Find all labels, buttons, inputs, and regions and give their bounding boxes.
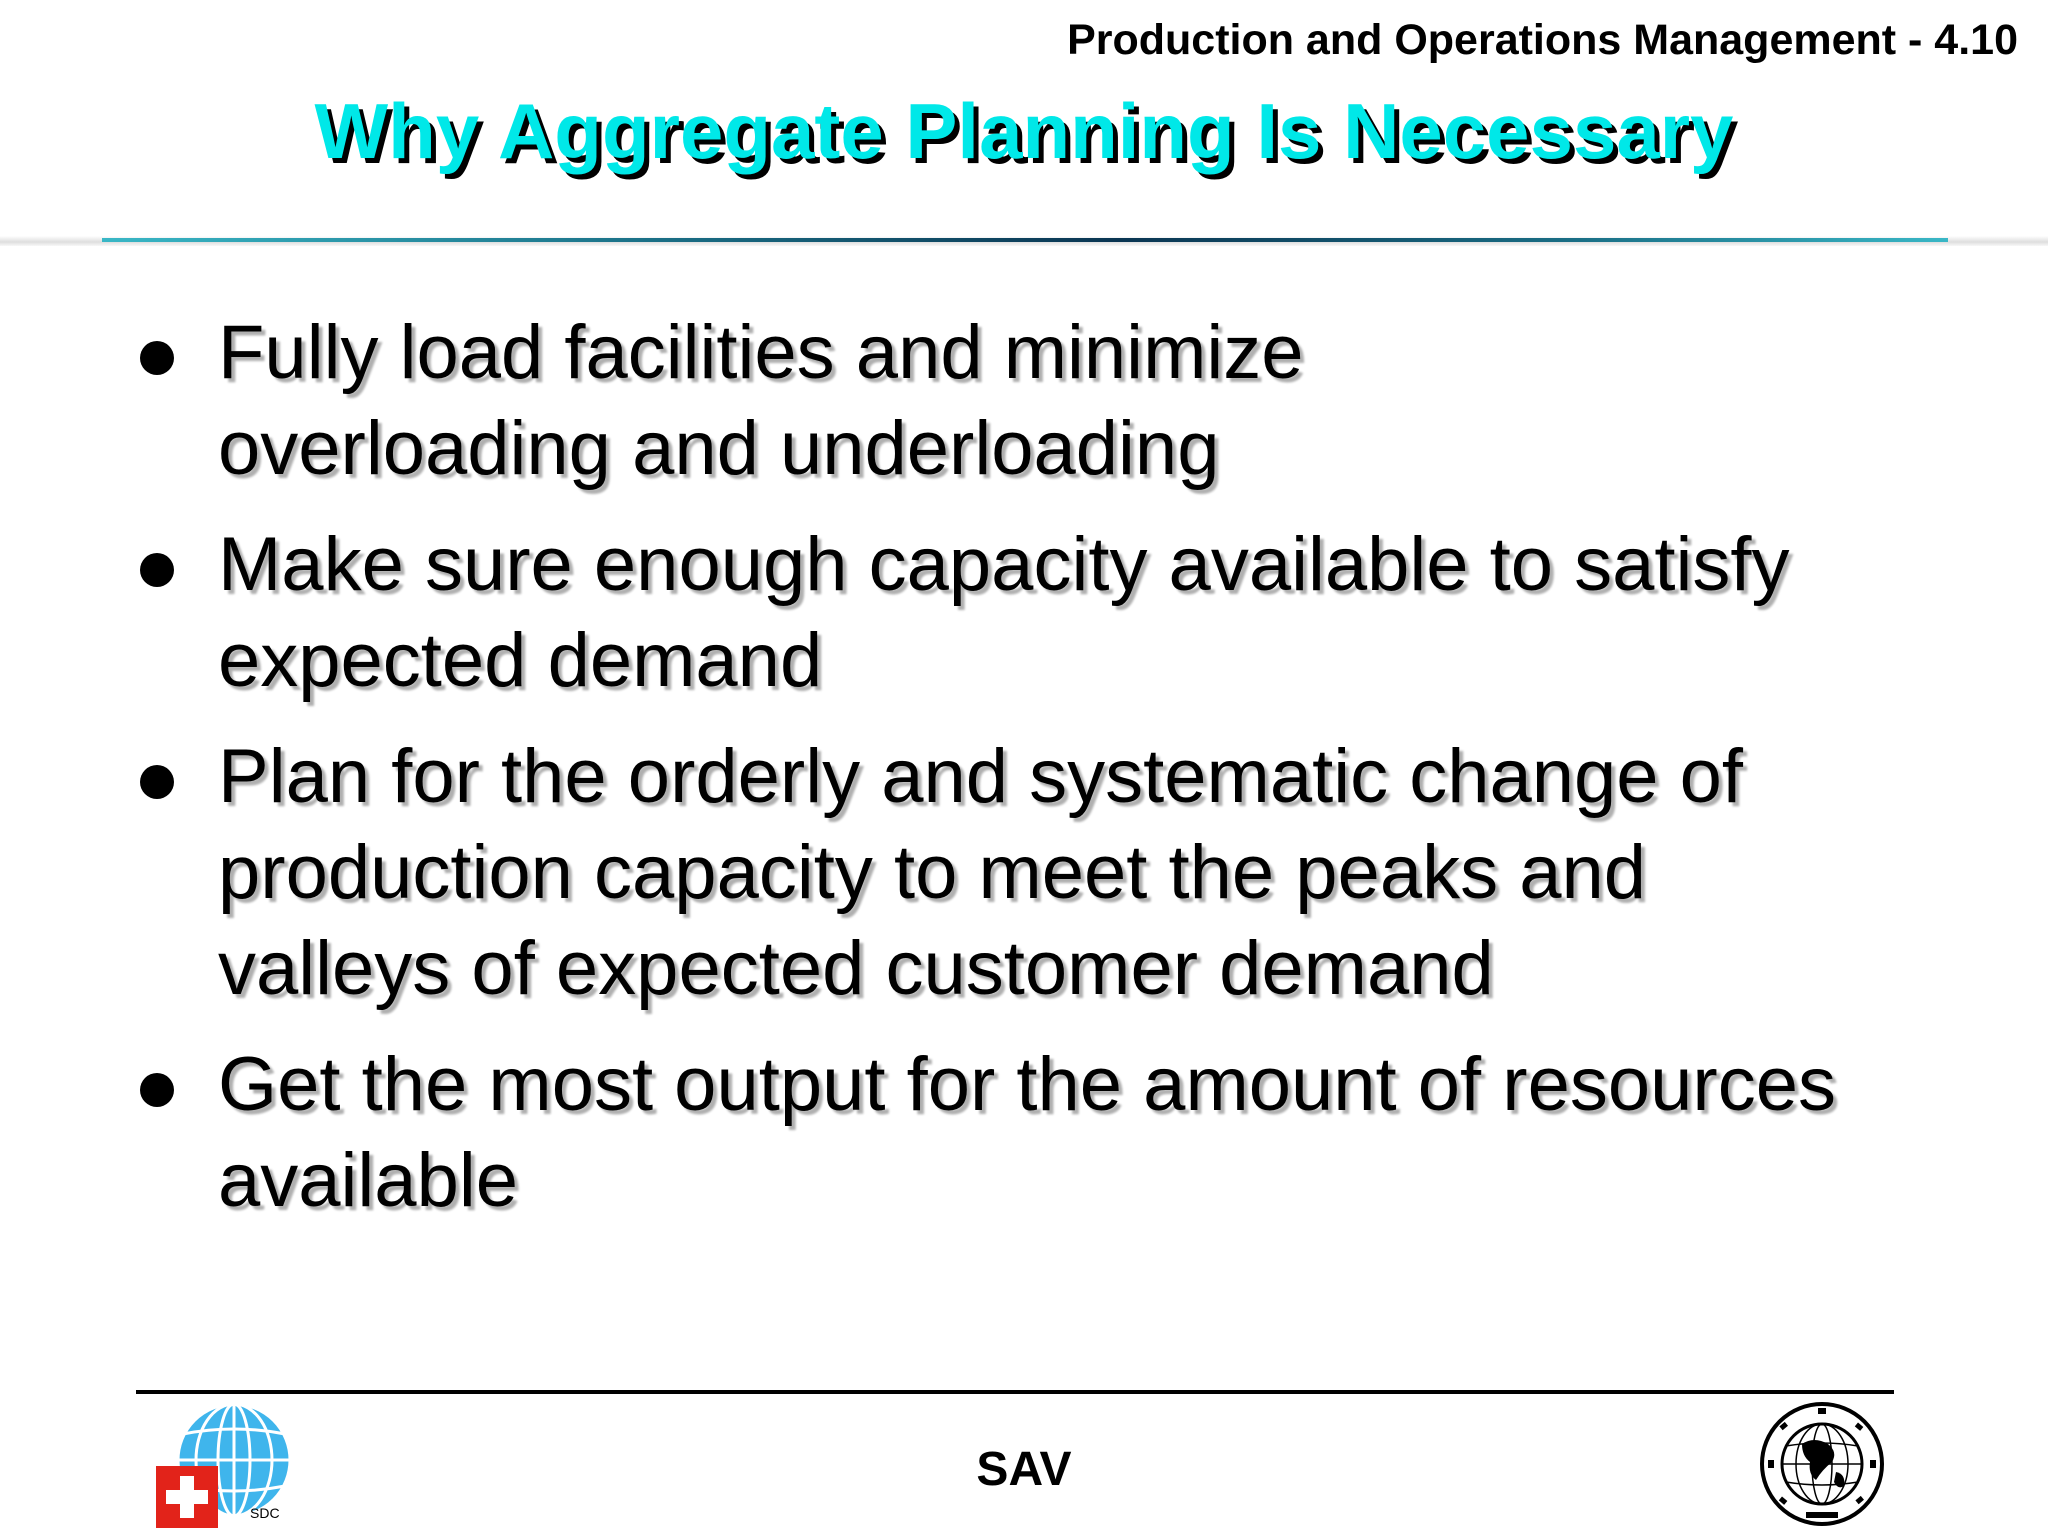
bullet-item [140, 305, 1940, 497]
bullet-dot-icon [140, 341, 174, 375]
bullet-dot-icon [140, 1073, 174, 1107]
course-header: Production and Operations Management - 4.10 [1067, 16, 2018, 64]
bullet-text: Make sure enough capacity available to satisfy expected demand [218, 522, 1790, 703]
slide-title: Why Aggregate Planning Is Necessary [314, 87, 1734, 175]
sdc-logo-label: SDC [250, 1505, 280, 1521]
bullet-item [140, 729, 1940, 1017]
bullet-text: Get the most output for the amount of resources available [218, 1042, 1836, 1223]
bullet-dot-icon [140, 765, 174, 799]
bullet-text: Plan for the orderly and systematic change of production capacity to meet the peaks and valleys of expected customer demand [218, 734, 1744, 1011]
bullet-list [140, 305, 1940, 1249]
bullet-text: Fully load facilities and minimize overloading and underloading [218, 310, 1304, 491]
footer-center-text: SAV [976, 1443, 1072, 1496]
bullet-item [140, 517, 1940, 709]
asian-institute-of-technology-seal-icon [1758, 1400, 1886, 1528]
bullet-item [140, 1037, 1940, 1229]
title-rule [102, 238, 1948, 242]
bullet-dot-icon [140, 553, 174, 587]
footer-rule [136, 1390, 1894, 1394]
